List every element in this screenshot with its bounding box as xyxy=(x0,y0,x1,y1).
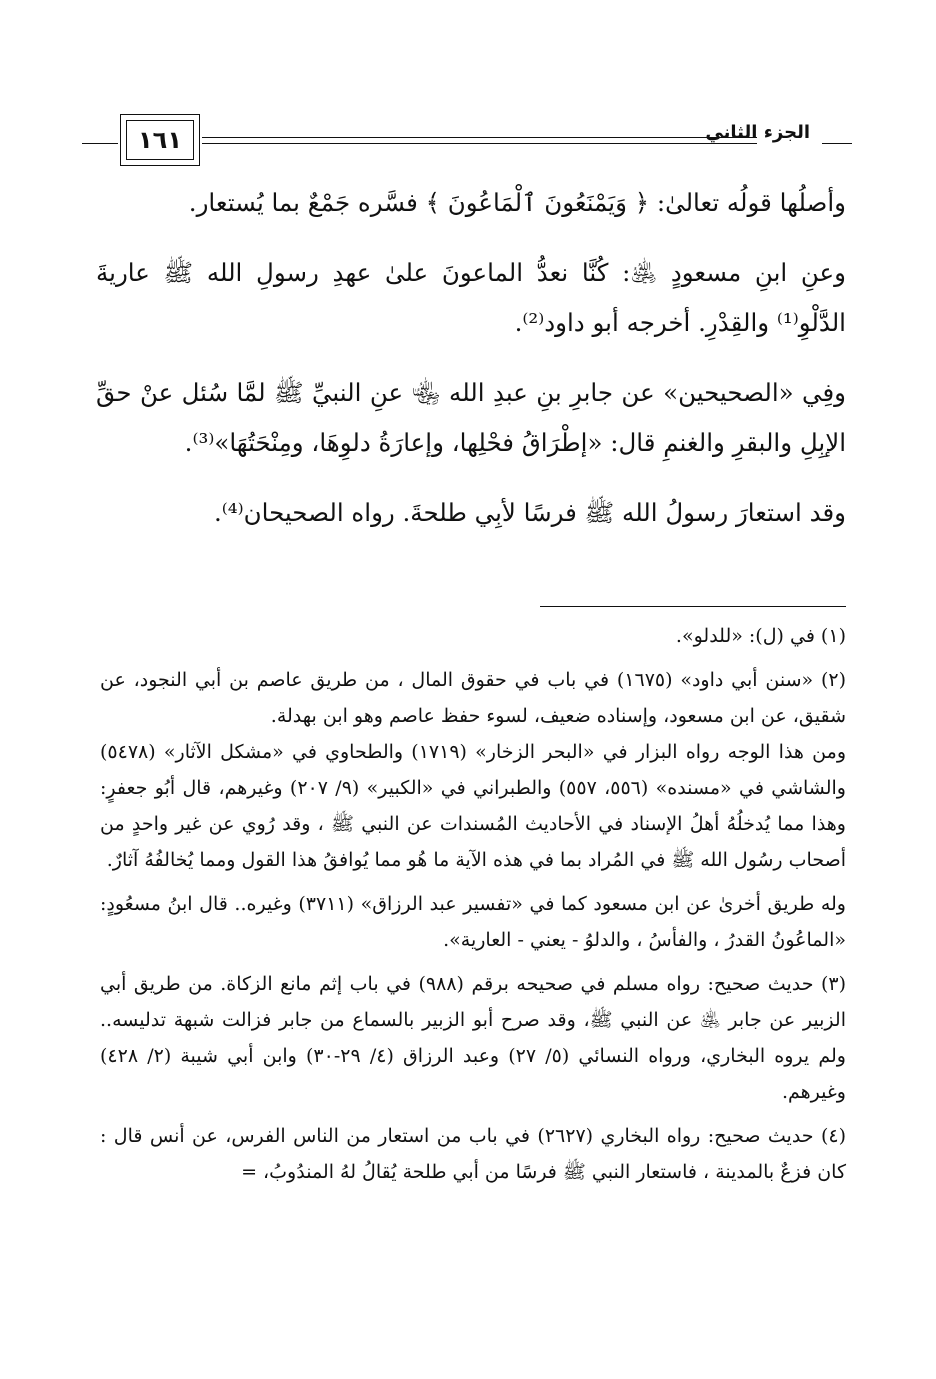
main-paragraph: وقد استعارَ رسولُ الله ﷺ فرسًا لأبِي طلحةَ. رواه الصحيحان⁽⁴⁾. xyxy=(213,498,846,527)
main-paragraph: وعنِ ابنِ مسعودٍ ﵁: كُنَّا نعدُّ الماعونَ علىٰ عهدِ رسولِ الله ﷺ عاريةَ الدَّلْوِ⁽¹⁾ والقِدْرِ. أخرجه أبو داود⁽²⁾. xyxy=(96,258,846,337)
header-rule-double-top xyxy=(202,137,757,138)
page-number-box xyxy=(120,114,200,166)
page-header xyxy=(82,108,852,176)
header-rule-left xyxy=(82,143,118,144)
header-rule-double-bottom xyxy=(202,143,757,144)
footnote-separator xyxy=(540,606,846,607)
page-number: ١٦١ xyxy=(126,120,194,160)
footnote: (٢) «سنن أبي داود» (١٦٧٥) في باب في حقوق المال ، من طريق عاصم بن أبي النجود، عن شقيق، عن ابن مسعود، وإسناده ضعيف، لسوء حفظ عاصم وهو ابن بهدلة. xyxy=(100,669,846,727)
footnote: (٣) حديث صحيح: رواه مسلم في صحيحه برقم (٩٨٨) في باب إثم مانع الزكاة. من طريق أبي الزبير عن جابر ﵁ عن النبي ﷺ، وقد صرح أبو الزبير بالسماع من جابر فزالت شبهة تدليسه.. ولم يروه البخاري، ورواه النسائي (٥/ ٢٧) وعبد الرزاق (٤/ ٢٩-٣٠) وابن أبي شيبة (٢/ ٤٢٨) وغيرهم. xyxy=(100,973,846,1103)
main-text xyxy=(96,178,846,538)
running-title: الجزء الثاني xyxy=(705,122,810,143)
footnote: وله طريق أخرىٰ عن ابن مسعود كما في «تفسير عبد الرزاق» (٣٧١١) وغيره.. قال ابنُ مسعُودٍ: «الماعُونُ القدرُ ، والفأسُ ، والدلوُ - يعني - العارية». xyxy=(100,893,846,951)
main-paragraph: وفِي «الصحيحين» عن جابرِ بنِ عبدِ الله ﵄ عنِ النبيِّ ﷺ لمَّا سُئل عنْ حقِّ الإبِلِ والبقرِ والغنمِ قال: «إطْرَاقُ فحْلِها، وإعارَةُ دلوِهَا، ومِنْحَتُهَا»⁽³⁾. xyxy=(96,378,846,457)
footnote: (٤) حديث صحيح: رواه البخاري (٢٦٢٧) في باب من استعار من الناس الفرس، عن أنس قال : كان فزعٌ بالمدينة ، فاستعار النبي ﷺ فرسًا من أبي طلحة يُقالُ لهُ المندُوبُ، = xyxy=(100,1125,846,1183)
main-paragraph: وأصلُها قولُه تعالىٰ: ﴿ وَيَمْنَعُونَ ٱلْمَاعُونَ ﴾ فسَّره جَمْعٌ بما يُستعار. xyxy=(188,188,846,217)
footnote: ومن هذا الوجه رواه البزار في «البحر الزخار» (١٧١٩) والطحاوي في «مشكل الآثار» (٥٤٧٨) والشاشي في «مسنده» (٥٥٦، ٥٥٧) والطبراني في «الكبير» (٩/ ٢٠٧) وغيرهم، قال أبُو جعفرٍ: وهذا مما يُدخلُهُ أهلُ الإسناد في الأحاديث المُسندات عن النبي ﷺ ، وقد رُوي عن غير واحدٍ من أصحاب رسُول الله ﷺ في المُراد بما في هذه الآية ما هُو مما يُوافقُ هذا القول ومما يُخالفُهُ آثارٌ. xyxy=(100,741,846,871)
footnotes xyxy=(100,618,846,1190)
header-rule-right xyxy=(822,143,852,144)
footnote: (١) في (ل): «للدلو». xyxy=(675,625,846,647)
